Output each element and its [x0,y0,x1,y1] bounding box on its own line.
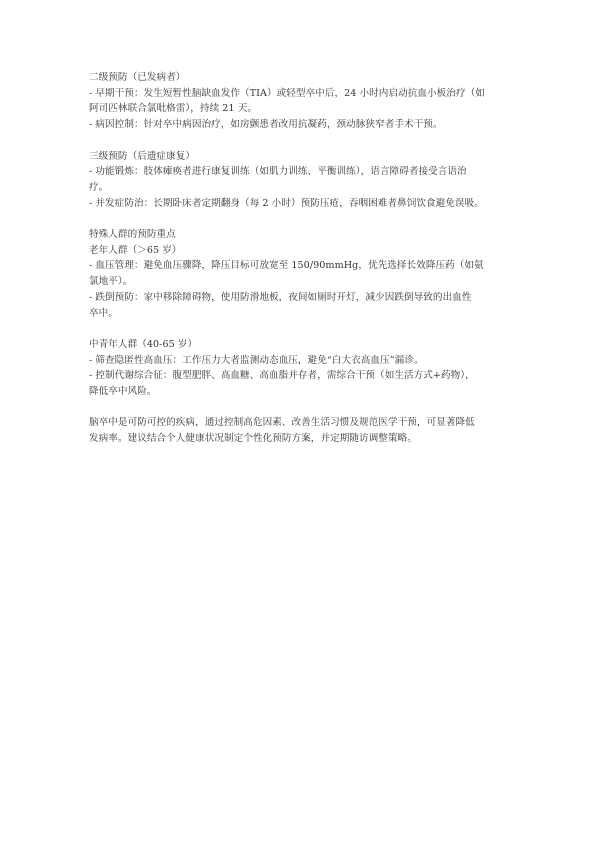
list-item-line: - 筛查隐匿性高血压：工作压力大者监测动态血压，避免“白大衣高血压”漏诊。 [89,354,424,366]
list-item-line: - 跌倒预防：家中移除障碍物，使用防滑地板，夜间如厕时开灯，减少因跌倒导致的出血性 [89,291,472,303]
list-item-line: 阿司匹林联合氯吡格雷），持续 21 天。 [89,103,258,115]
list-item-line: - 并发症防治：长期卧床者定期翻身（每 2 小时）预防压疮，吞咽困难者鼻饲饮食避免误吸。 [89,197,484,209]
paragraph-gap [89,211,519,227]
middle-aged-group-heading: 中青年人群（40-65 岁） [89,338,198,350]
paragraph-gap [89,400,519,416]
document-page [89,70,519,447]
list-item-line: - 血压管理：避免血压骤降，降压目标可放宽至 150/90mmHg，优先选择长效降压药（如氨 [89,260,484,272]
conclusion-line: 发病率。建议结合个人健康状况制定个性化预防方案，并定期随访调整策略。 [89,433,417,445]
conclusion-line: 脑卒中是可防可控的疾病，通过控制高危因素、改善生活习惯及规范医学干预，可显著降低 [89,417,475,429]
paragraph-gap [89,321,519,337]
tertiary-prevention-heading: 三级预防（后遗症康复） [89,150,196,162]
elderly-group-heading: 老年人群（＞65 岁） [89,244,182,256]
special-groups-heading: 特殊人群的预防重点 [89,229,176,240]
list-item-line: - 控制代谢综合征：腹型肥胖、高血糖、高血脂并存者，需综合干预（如生活方式+药物）， [89,370,475,382]
list-item-line: 降低卒中风险。 [89,386,157,398]
paragraph-gap [89,133,519,149]
list-item-line: 氯地平）。 [89,276,133,288]
list-item-line: - 功能锻炼：肢体瘫痪者进行康复训练（如肌力训练、平衡训练），语言障碍者接受言语治 [89,166,467,178]
list-item-line: - 病因控制：针对卒中病因治疗，如房颤患者改用抗凝药，颈动脉狭窄者手术干预。 [89,119,443,131]
secondary-prevention-heading: 二级预防（已发病者） [89,72,186,83]
list-item-line: - 早期干预：发生短暂性脑缺血发作（TIA）或轻型卒中后，24 小时内启动抗血小板治疗（如 [89,87,485,99]
list-item-line: 卒中。 [89,307,118,319]
list-item-line: 疗。 [89,181,109,193]
